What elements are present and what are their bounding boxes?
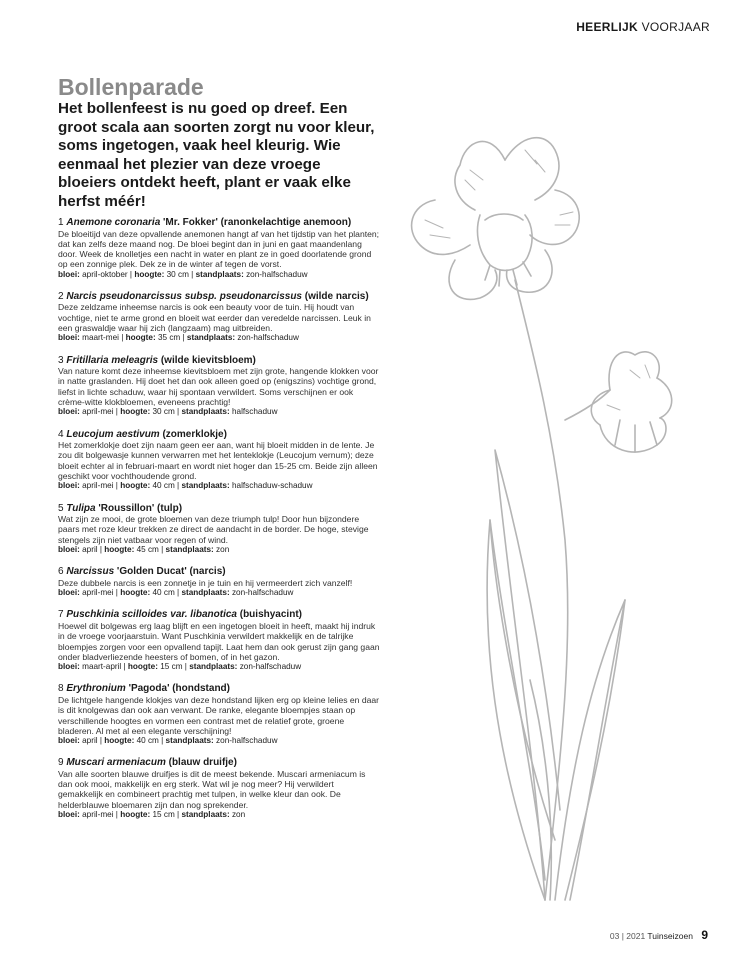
entry-meta: bloei: maart-april | hoogte: 15 cm | standplaats: zon-halfschaduw: [58, 662, 302, 672]
header-bold: HEERLIJK: [576, 20, 638, 34]
entry-description: Deze zeldzame inheemse narcis is ook een beauty voor de tuin. Hij houdt van vochtige, niet te arme grond en bloeit wat eerder dan veredelde narcissen. Leuk in een graswaldje waar hij zich (langzaam) mag uitbreiden.: [58, 302, 371, 334]
entry-name: Fritillaria meleagris (wilde kievitsbloem): [66, 354, 256, 366]
plant-entry: [58, 429, 380, 492]
entry-number: 6: [58, 566, 64, 578]
section-header: [576, 20, 710, 34]
entry-meta: bloei: april-mei | hoogte: 15 cm | standplaats: zon: [58, 810, 246, 820]
entry-title: [58, 355, 380, 367]
entry-number: 9: [58, 757, 64, 769]
entry-number: 7: [58, 609, 64, 621]
entry-number: 4: [58, 428, 64, 440]
entries-list: [58, 217, 380, 831]
entry-meta: bloei: april-mei | hoogte: 40 cm | standplaats: zon-halfschaduw: [58, 588, 294, 598]
entry-meta: bloei: april-mei | hoogte: 30 cm | standplaats: halfschaduw: [58, 407, 278, 417]
entry-description: Wat zijn ze mooi, de grote bloemen van deze triumph tulp! Door hun bijzondere paars met roze kleur trekken ze direct de aandacht in de border. De hoge, stevige stengels zijn niet vatbaar voor regen of wind.: [58, 514, 369, 545]
entry-title: [58, 757, 380, 769]
entry-title: [58, 609, 380, 621]
plant-entry: [58, 217, 380, 280]
header-light: VOORJAAR: [641, 20, 710, 34]
plant-entry: [58, 757, 380, 820]
entry-number: 8: [58, 683, 64, 695]
plant-entry: [58, 683, 380, 746]
entry-title: [58, 429, 380, 441]
entry-title: [58, 291, 380, 303]
entry-name: Leucojum aestivum (zomerklokje): [66, 428, 227, 440]
entry-description: Van nature komt deze inheemse kievitsbloem met zijn grote, hangende klokken voor in natte graslanden. Hij doet het dan ook alleen goed op (enigszins) vochtige grond, liefst in lichte schaduw, waar hij spontaan verwildert. Soms verschijnen er ook crème-witte klokbloemen, eveneens prachtig!: [58, 366, 379, 408]
entry-number: 5: [58, 502, 64, 514]
entry-name: Tulipa 'Roussillon' (tulp): [66, 502, 183, 514]
plant-entry: [58, 291, 380, 344]
entry-title: [58, 683, 380, 695]
plant-entry: [58, 503, 380, 556]
magazine-name: Tuinseizoen: [647, 931, 693, 941]
daffodil-illustration: [395, 120, 695, 920]
entry-title: [58, 503, 380, 515]
entry-title: [58, 217, 380, 229]
intro-text: Het bollenfeest is nu goed op dreef. Een groot scala aan soorten zorgt nu voor kleur, soms ingetogen, vaak heel kleurig. Wie eenmaal het plezier van deze vroege bloeiers ontdekt heeft, plant er vaak elke herfst méér!: [58, 100, 375, 210]
entry-description: Hoewel dit bolgewas erg laag blijft en een ingetogen bloeit in heeft, maakt hij indruk in de vroege voorjaarstuin. Want Puschkinia verwildert makkelijk en de talrijke bloempjes zorgen voor een opvallend tapijt. Laat hem dan ook gerust zijn gang gaan onder bladverliezende heesters of bomen, of in het gazon.: [58, 620, 380, 662]
page-number: 9: [701, 928, 708, 942]
entry-number: 2: [58, 290, 64, 302]
entry-meta: bloei: maart-mei | hoogte: 35 cm | standplaats: zon-halfschaduw: [58, 333, 299, 343]
entry-description: De lichtgele hangende klokjes van deze hondstand lijken erg op kleine lelies en daar is dit knolgewas dan ook aan verwant. De ranke, elegante bloempjes staan op verschillende hoogtes en vormen een contrast met de relatief grote, groene bladeren. Al met al een elegante verschijning!: [58, 694, 380, 736]
entry-meta: bloei: april | hoogte: 40 cm | standplaats: zon-halfschaduw: [58, 736, 278, 746]
plant-entry: [58, 609, 380, 672]
issue-label: 03 | 2021: [609, 931, 646, 941]
entry-name: Puschkinia scilloides var. libanotica (buishyacint): [66, 609, 302, 621]
entry-number: 1: [58, 217, 64, 228]
plant-entry: [58, 566, 380, 598]
entry-name: Muscari armeniacum (blauw druifje): [66, 757, 237, 769]
plant-entry: [58, 355, 380, 418]
entry-description: Van alle soorten blauwe druifjes is dit de meest bekende. Muscari armeniacum is dan ook mooi, makkelijk en erg sterk. Wat wil je nog meer? Hij verwildert gemakkelijk en combineert prachtig met tulpen, in welke kleur dan ook. De helderblauwe bloemaren zijn dan nog sprekender.: [58, 768, 366, 810]
page-footer: [610, 928, 708, 942]
entry-meta: bloei: april-oktober | hoogte: 30 cm | standplaats: zon-halfschaduw: [58, 269, 308, 279]
entry-name: Erythronium 'Pagoda' (hondstand): [66, 683, 230, 695]
entry-description: Deze dubbele narcis is een zonnetje in je tuin en hij vermeerdert zich vanzelf!: [58, 577, 353, 588]
page-title: Bollenparade: [58, 74, 204, 100]
entry-name: Anemone coronaria 'Mr. Fokker' (ranonkelachtige anemoon): [66, 217, 352, 228]
entry-description: Het zomerklokje doet zijn naam geen eer aan, want hij bloeit midden in de lente. Je zou dit bolgewasje kunnen verwarren met het lenteklokje (Leucojum vernum); deze bloeit echter al in februari-maart en wordt niet hoger dan 15-25 cm. Beide zijn alleen geschikt voor vochthoudende grond.: [58, 440, 378, 482]
entry-title: [58, 566, 380, 578]
entry-number: 3: [58, 354, 64, 366]
entry-name: Narcissus 'Golden Ducat' (narcis): [66, 566, 226, 578]
entry-meta: bloei: april | hoogte: 45 cm | standplaats: zon: [58, 545, 230, 555]
entry-description: De bloeitijd van deze opvallende anemonen hangt af van het tijdstip van het planten; dat kan zelfs deze maand nog. De bloei begint dan in juni en gaat maandenlang door. Week de knolletjes een nacht in water en plant ze in goed doorlatende grond op een zonnige plek. Dek ze in de winter af tegen de vorst.: [58, 228, 380, 270]
entry-meta: bloei: april-mei | hoogte: 40 cm | standplaats: halfschaduw-schaduw: [58, 481, 313, 491]
entry-name: Narcis pseudonarcissus subsp. pseudonarcissus (wilde narcis): [66, 290, 369, 302]
